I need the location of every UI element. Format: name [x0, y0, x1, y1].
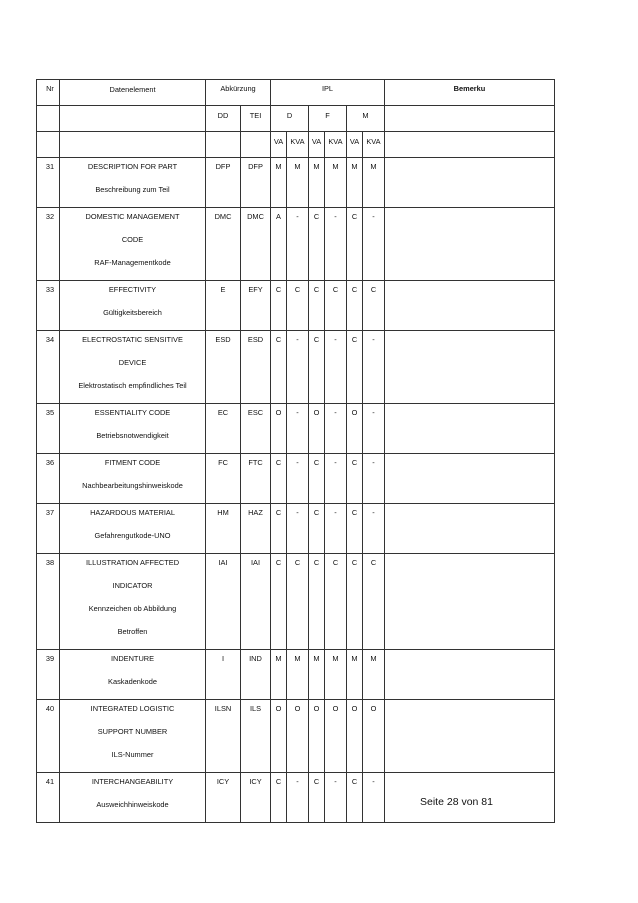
data-element-line: Gültigkeitsbereich — [103, 308, 162, 317]
header-nr: Nr — [37, 80, 60, 106]
data-element-line: DOMESTIC MANAGEMENT — [85, 212, 180, 221]
data-element-name — [60, 504, 206, 554]
ipl-value: C — [309, 331, 325, 404]
ipl-value: M — [347, 158, 363, 208]
abbrev-dd: HM — [206, 504, 241, 554]
header-datenelement: Datenelement — [60, 80, 206, 106]
data-element-line: CODE — [121, 235, 144, 244]
ipl-value: M — [287, 158, 309, 208]
ipl-value: M — [325, 158, 347, 208]
remark-cell — [385, 331, 555, 404]
row-number: 35 — [37, 404, 60, 454]
data-element-line: ELECTROSTATIC SENSITIVE — [82, 335, 183, 344]
table-row — [37, 454, 555, 504]
row-number: 36 — [37, 454, 60, 504]
header-blank — [37, 132, 60, 158]
header-row-1 — [37, 80, 555, 106]
abbrev-tei: DMC — [241, 208, 271, 281]
data-element-line: Ausweichhinweiskode — [96, 800, 169, 809]
abbrev-dd: EC — [206, 404, 241, 454]
data-element-line: SUPPORT NUMBER — [97, 727, 168, 736]
data-element-name — [60, 650, 206, 700]
abbrev-tei: ILS — [241, 700, 271, 773]
data-element-line: Kaskadenkode — [108, 677, 157, 686]
table-row — [37, 331, 555, 404]
abbrev-tei: EFY — [241, 281, 271, 331]
ipl-value: C — [287, 554, 309, 650]
data-element-line: INDICATOR — [112, 581, 153, 590]
remark-cell — [385, 208, 555, 281]
data-element-name — [60, 554, 206, 650]
ipl-value: O — [271, 700, 287, 773]
data-element-line: Betriebsnotwendigkeit — [96, 431, 169, 440]
data-element-line: HAZARDOUS MATERIAL — [90, 508, 175, 517]
ipl-value: - — [287, 404, 309, 454]
table-row — [37, 650, 555, 700]
abbrev-dd: DMC — [206, 208, 241, 281]
ipl-value: O — [287, 700, 309, 773]
ipl-value: O — [271, 404, 287, 454]
row-number: 40 — [37, 700, 60, 773]
abbrev-dd: DFP — [206, 158, 241, 208]
data-element-line: Beschreibung zum Teil — [95, 185, 170, 194]
abbrev-tei: ICY — [241, 773, 271, 823]
ipl-value: C — [347, 454, 363, 504]
ipl-value: M — [363, 158, 385, 208]
ipl-value: O — [347, 700, 363, 773]
data-element-line: Gefahrengutkode-UNO — [94, 531, 171, 540]
table-row — [37, 158, 555, 208]
header-blank — [241, 132, 271, 158]
ipl-value: O — [309, 700, 325, 773]
ipl-value: C — [271, 281, 287, 331]
data-element-line: EFFECTIVITY — [108, 285, 157, 294]
ipl-value: - — [363, 404, 385, 454]
ipl-value: M — [347, 650, 363, 700]
ipl-value: C — [325, 554, 347, 650]
table-body — [37, 158, 555, 823]
table-row — [37, 554, 555, 650]
data-element-name — [60, 700, 206, 773]
ipl-value: A — [271, 208, 287, 281]
ipl-value: C — [363, 281, 385, 331]
ipl-value: - — [325, 773, 347, 823]
abbrev-tei: IAI — [241, 554, 271, 650]
row-number: 32 — [37, 208, 60, 281]
ipl-value: - — [363, 454, 385, 504]
data-element-line: DEVICE — [118, 358, 147, 367]
data-element-name — [60, 404, 206, 454]
data-element-line: FITMENT CODE — [104, 458, 161, 467]
ipl-value: M — [363, 650, 385, 700]
data-element-line: ESSENTIALITY CODE — [94, 408, 171, 417]
header-row-3 — [37, 132, 555, 158]
row-number: 41 — [37, 773, 60, 823]
ipl-value: C — [309, 773, 325, 823]
remark-cell — [385, 158, 555, 208]
ipl-value: C — [287, 281, 309, 331]
header-row-2 — [37, 106, 555, 132]
ipl-value: - — [325, 331, 347, 404]
ipl-value: - — [325, 454, 347, 504]
row-number: 38 — [37, 554, 60, 650]
data-element-line: INTEGRATED LOGISTIC — [90, 704, 175, 713]
ipl-value: M — [271, 650, 287, 700]
ipl-value: C — [309, 281, 325, 331]
header-kva: KVA — [287, 132, 309, 158]
ipl-value: C — [347, 331, 363, 404]
data-element-line: DESCRIPTION FOR PART — [87, 162, 178, 171]
ipl-value: C — [309, 504, 325, 554]
ipl-value: - — [287, 504, 309, 554]
header-bemerkung: Bemerku — [385, 80, 555, 106]
data-element-name — [60, 773, 206, 823]
table-row — [37, 404, 555, 454]
header-blank — [385, 106, 555, 132]
data-element-name — [60, 158, 206, 208]
ipl-value: M — [325, 650, 347, 700]
abbrev-tei: IND — [241, 650, 271, 700]
row-number: 31 — [37, 158, 60, 208]
ipl-value: C — [347, 554, 363, 650]
data-element-line: ILLUSTRATION AFFECTED — [85, 558, 180, 567]
ipl-value: - — [287, 331, 309, 404]
abbrev-tei: ESC — [241, 404, 271, 454]
table-row — [37, 208, 555, 281]
abbrev-tei: DFP — [241, 158, 271, 208]
ipl-value: O — [325, 700, 347, 773]
header-f: F — [309, 106, 347, 132]
remark-cell — [385, 281, 555, 331]
abbrev-tei: ESD — [241, 331, 271, 404]
header-tei: TEI — [241, 106, 271, 132]
abbrev-dd: IAI — [206, 554, 241, 650]
abbrev-dd: ESD — [206, 331, 241, 404]
ipl-value: M — [309, 650, 325, 700]
row-number: 37 — [37, 504, 60, 554]
abbrev-dd: E — [206, 281, 241, 331]
remark-cell — [385, 404, 555, 454]
data-element-name — [60, 454, 206, 504]
data-element-line: Nachbearbeitungshinweiskode — [82, 481, 183, 490]
ipl-value: - — [363, 331, 385, 404]
ipl-value: O — [309, 404, 325, 454]
ipl-value: C — [271, 331, 287, 404]
ipl-value: C — [347, 773, 363, 823]
abbrev-dd: I — [206, 650, 241, 700]
ipl-value: C — [347, 208, 363, 281]
data-element-line: ILS-Nummer — [111, 750, 154, 759]
ipl-value: C — [347, 504, 363, 554]
header-blank — [385, 132, 555, 158]
header-dd: DD — [206, 106, 241, 132]
data-element-line: RAF-Managementkode — [94, 258, 171, 267]
ipl-value: - — [325, 504, 347, 554]
abbrev-dd: ILSN — [206, 700, 241, 773]
header-va: VA — [271, 132, 287, 158]
ipl-value: C — [309, 454, 325, 504]
data-element-name — [60, 208, 206, 281]
abbrev-tei: FTC — [241, 454, 271, 504]
header-blank — [60, 106, 206, 132]
ipl-value: C — [309, 554, 325, 650]
ipl-value: - — [363, 773, 385, 823]
ipl-value: - — [287, 773, 309, 823]
ipl-value: - — [287, 454, 309, 504]
row-number: 39 — [37, 650, 60, 700]
ipl-value: C — [325, 281, 347, 331]
abbrev-tei: HAZ — [241, 504, 271, 554]
header-blank — [206, 132, 241, 158]
header-ipl: IPL — [271, 80, 385, 106]
remark-cell — [385, 554, 555, 650]
data-element-name — [60, 281, 206, 331]
table-row — [37, 700, 555, 773]
ipl-value: - — [363, 504, 385, 554]
data-element-name — [60, 331, 206, 404]
ipl-value: M — [287, 650, 309, 700]
ipl-value: C — [271, 554, 287, 650]
abbrev-dd: ICY — [206, 773, 241, 823]
table-row — [37, 504, 555, 554]
data-element-line: Kennzeichen ob Abbildung — [88, 604, 177, 613]
remark-cell — [385, 650, 555, 700]
row-number: 33 — [37, 281, 60, 331]
ipl-value: O — [347, 404, 363, 454]
header-blank — [37, 106, 60, 132]
ipl-value: M — [271, 158, 287, 208]
header-va: VA — [347, 132, 363, 158]
ipl-value: C — [271, 773, 287, 823]
remark-cell — [385, 700, 555, 773]
ipl-value: - — [363, 208, 385, 281]
data-element-table — [36, 79, 555, 823]
ipl-value: C — [347, 281, 363, 331]
ipl-value: - — [325, 208, 347, 281]
remark-cell — [385, 504, 555, 554]
header-abkuerzung: Abkürzung — [206, 80, 271, 106]
ipl-value: C — [271, 454, 287, 504]
header-d: D — [271, 106, 309, 132]
ipl-value: - — [325, 404, 347, 454]
table-row — [37, 281, 555, 331]
row-number: 34 — [37, 331, 60, 404]
data-element-line: Betroffen — [117, 627, 148, 636]
ipl-value: C — [363, 554, 385, 650]
ipl-value: C — [309, 208, 325, 281]
header-kva: KVA — [325, 132, 347, 158]
header-va: VA — [309, 132, 325, 158]
data-element-line: Elektrostatisch empfindliches Teil — [78, 381, 187, 390]
data-element-line: INDENTURE — [110, 654, 155, 663]
header-blank — [60, 132, 206, 158]
abbrev-dd: FC — [206, 454, 241, 504]
header-kva: KVA — [363, 132, 385, 158]
ipl-value: C — [271, 504, 287, 554]
ipl-value: M — [309, 158, 325, 208]
data-element-line: INTERCHANGEABILITY — [91, 777, 174, 786]
remark-cell — [385, 454, 555, 504]
header-m: M — [347, 106, 385, 132]
page-number: Seite 28 von 81 — [420, 796, 493, 808]
ipl-value: - — [287, 208, 309, 281]
ipl-value: O — [363, 700, 385, 773]
